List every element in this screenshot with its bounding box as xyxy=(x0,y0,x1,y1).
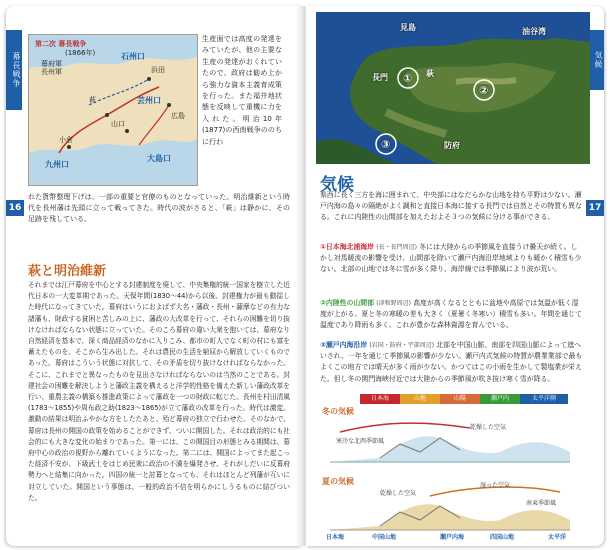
summer-air-1: 乾燥した空気 xyxy=(380,490,417,497)
body-text-main: それまでは江戸幕府を中心とする封建制度を廃して、中央集権的統一国家を樹立した近代日本の一大変革期であった。天保年間(1830〜44)から以後、封建権力が最も動揺した時代になってきていた。幕府はいうにおよばず大名・藩政・長州・薩摩などの有力な諸藩も、財政する貧困と苦しみの上に、藩政の大改革を行って、それらの困難を切り抜けなければならない状態に立っていた。そのころ幕府の違い大衆を抱いては、幕府なり自然経済を基本で、深く商品経済のなかに入りこみ、都市の町人でなく町の村にも富を蓄えたものを、そこから生み出した。それは農民の生活を窮屈から解放していくものであった。幕府はこういう状態に対抗して、その矛盾を切り抜けなければならなかった。そこに、これまでと異なったものを見出さなければならないのは当然のことである。封建社会の困難を解決しようと藩政主義を構えると洋学的性格を備えた新しい藩政改革を行い、重農主義の構築も推進政策によって藩政を一つの財政に転じた。長州を村田清風(1783〜1855)や周布政之助(1823〜1865)が立て藩政の改革を行った。時代は激変。激動の結果は明治ふやかな方をしたたあと、殆ど幕府の独立で行わせた。そのなかで、幕府は長州の開国の政策を始めることができず、ついに開国した。それは政治的にも社会的にも大きな変化の始まりであった。第一には、この開国目の形態とみる期間は、幕府中心の政治の視野から離れていくようになった。第二には、開国によってまた起こった経済不安が、下級武士をはじめ民衆に政治の不満を爆発させ、それがしだいに反幕府勢力へと結集に向かった。四国の統一と討幕となっても、それはほとんど列藩が互いに対立していた。開国という事態は、一般的政治不信を明らかにしうるものに結びついた。 xyxy=(28,281,290,502)
map-gate-oshima: 大島口 xyxy=(147,154,171,163)
page-number: 17 xyxy=(586,200,604,216)
section-heading: 気候 xyxy=(320,175,354,195)
section-1-title: ①日本海北浦海岸 xyxy=(320,243,375,251)
map-place-yamaguchi: 山口 xyxy=(111,120,125,128)
label-mishima: 見島 xyxy=(400,23,416,32)
page-number: 16 xyxy=(6,200,24,216)
chapter-tab: 気候 xyxy=(588,30,604,90)
intro-text: 県西に長く三方を海に囲まれて、中央部にはなだらかな山地を持ち平野は少ない。瀬戸内海の島々の隔絶がよく調和と直接日本海に接する長門では自然とその特質も異なる。これに内陸性の山間部を加えたおよそ３つの気候に分ける事ができる。 xyxy=(320,191,582,222)
right-page xyxy=(306,6,604,546)
battle-map xyxy=(28,34,198,186)
map-place-hiroshima: 広島 xyxy=(171,112,185,120)
winter-air-1: 寒冷な北西季節風 xyxy=(336,438,385,445)
section-2-title: ②内陸性の山間部 xyxy=(320,299,375,307)
body-text-top: れた貨幣整理下げは、一部の重要と官僚のものとなっていった。明治維新という時代を長州藩は先頭に立って戦ってきた。時代の波がさると、「萩」は静かに、その足跡を残している。 xyxy=(28,193,290,224)
map-place-hamada: 浜田 xyxy=(151,66,165,74)
legend-inland: 瀬戸内 xyxy=(490,395,509,402)
label-yuya-bay: 油谷湾 xyxy=(522,27,546,36)
bottom-label-1: 日本海 xyxy=(326,534,345,541)
bottom-label-3: 瀬戸内海 xyxy=(440,534,465,541)
chapter-tab: 幕長戦争 xyxy=(6,30,22,110)
map-place-kokura: 小倉 xyxy=(59,136,73,144)
map-legend-bakufu: 幕府軍 xyxy=(41,60,62,68)
map-legend-choshu: 長州軍 xyxy=(41,68,62,76)
left-page xyxy=(6,6,302,546)
section-2-subtitle: (津和野周辺) xyxy=(376,300,411,307)
summer-label: 夏の気候 xyxy=(322,477,354,486)
map-title: 第二次 幕長戦争 xyxy=(35,40,87,48)
satellite-image xyxy=(316,12,590,164)
summer-wind: 南東季節風 xyxy=(526,500,557,507)
label-hagi: 萩 xyxy=(426,69,434,78)
section-3-title: ③瀬戸内海沿岸 xyxy=(320,341,368,349)
bottom-label-2: 中国山地 xyxy=(372,534,397,541)
map-year: (1866年) xyxy=(65,49,96,57)
climate-section-2 xyxy=(320,298,584,332)
summer-air-2: 湿った空気 xyxy=(480,482,511,489)
section-1-body: 冬には大陸からの季節風を直接うけ曇天が続く。しかし対馬暖流の影響を受け、山間部を除いて瀬戸内海沿岸地域よりも暖かく積雪も少ない。北部の山地では冬に雪が多く降り、海岸線では季節風により波が荒い。 xyxy=(320,243,582,274)
section-1-subtitle: (長・長門周辺) xyxy=(376,244,417,251)
label-circle-2: ② xyxy=(479,84,489,97)
map-gate-ishu: 石州口 xyxy=(121,52,145,61)
climate-section-1 xyxy=(320,242,584,276)
label-circle-3: ③ xyxy=(381,138,391,151)
bottom-label-4: 四国山地 xyxy=(490,534,515,541)
side-column-text: 生産面では高度の発達をみていたが、他の主要な生産の発達がおくれていたので、政府は勧め上から強力な資本主義育成策を行った。また福井地状態を反映して重機に力を入れた。明治10年(1877)の西南戦争ののちに行わ xyxy=(202,35,282,146)
legend-plain: 山陽 xyxy=(453,395,466,402)
section-3-subtitle: (岩国・防府・宇部周辺) xyxy=(369,342,435,349)
map-place-hagi: 萩 xyxy=(89,96,96,104)
label-circle-1: ① xyxy=(403,72,413,85)
legend-mountain: 山地 xyxy=(413,395,426,402)
map-gate-kyushu: 九州口 xyxy=(45,160,69,169)
section-2-body: 高度が高くなるとともに盆地や高原では気温が低く湿度が上がる。夏と冬の寒暖の差も大きく（夏暑く冬寒い）積雪も多い。年間を通じて温度であり降雨も多く、これが豊かな森林資源を育んでいる。 xyxy=(320,299,582,330)
winter-air-2: 乾燥した空気 xyxy=(470,424,507,431)
section-heading: 萩と明治維新 xyxy=(28,264,107,279)
label-nagato: 長門 xyxy=(372,73,388,82)
climate-cross-section xyxy=(320,392,586,542)
bottom-label-5: 太平洋 xyxy=(548,534,567,541)
climate-diagram xyxy=(320,392,586,542)
legend-sea: 日本海 xyxy=(370,395,389,402)
winter-label: 冬の気候 xyxy=(322,407,354,416)
map-gate-geishu: 芸州口 xyxy=(137,96,161,105)
label-hofu: 防府 xyxy=(444,141,460,150)
section-3-body: 北部を中国山脈、南部を四国山脈によって遮へいされ、一年を通じて季節風の影響が少ない。瀬戸内式気候の特質が農業業部で最もよくこの地方では晴天が多く雨が少ない。かつてはこの小雨を生かして製塩業が栄えた。但し冬の関門海峡付近では大陸からの季節風が吹き抜け寒く雪が降る。 xyxy=(320,341,583,383)
legend-pacific: 太平洋側 xyxy=(531,395,556,402)
climate-section-3 xyxy=(320,340,584,385)
